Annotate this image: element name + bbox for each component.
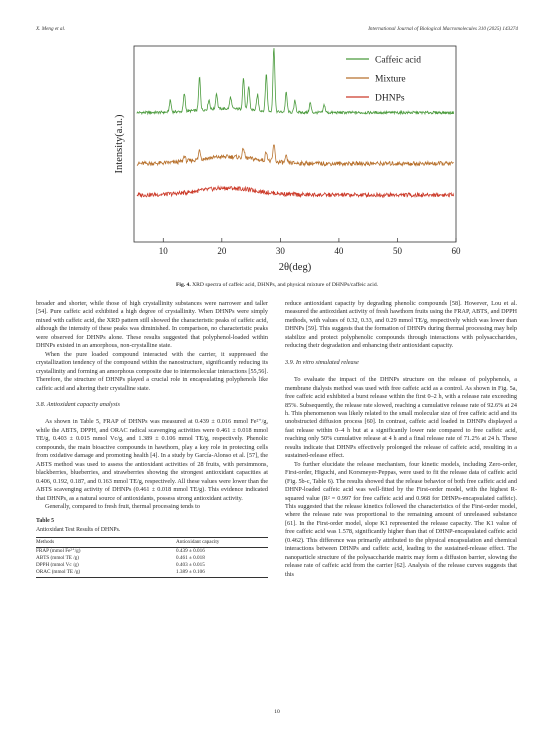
figure-caption-text: XRD spectra of caffeic acid, DHNPs, and physical mixture of DHNPs/caffeic acid. — [192, 282, 379, 288]
figure-caption-label: Fig. 4. — [175, 282, 191, 288]
table-cell: ABTS (mmol TE /g) — [36, 555, 79, 562]
figure-caption — [36, 282, 518, 288]
xrd-figure — [84, 42, 462, 280]
table-5 — [36, 517, 268, 578]
y-axis-label: Intensity(a.u.) — [114, 114, 125, 174]
section-heading-3-9: 3.9. In vitro simulated release — [285, 359, 359, 367]
x-tick-label: 20 — [217, 246, 227, 256]
table-cell: 1.389 ± 0.106 — [176, 569, 268, 578]
table-row — [36, 569, 268, 578]
table-cell: ORAC (mmol TE /g) — [36, 569, 176, 578]
x-tick-label: 60 — [451, 246, 461, 256]
table-cell: 0.403 ± 0.015 — [176, 562, 205, 569]
paragraph: To evaluate the impact of the DHNPs structure on the release of polyphenols, a membrane dialysis method was used with free caffeic acid as a control. As shown in Fig. 5a, free caffeic acid exhibited a burst release within the first 0–2 h, with a release rate exceeding 85%. Subsequently, the release rate slowed, reaching a cumulative release rate of 92.6% at 24 h. This phenomenon was likely related to the small molecular size of free caffeic acid and its unobstructed diffusion process [60]. In contrast, caffeic acid loaded in DHNPs displayed a fast release within 0–4 h but at a significantly lower rate compared to free caffeic acid, reaching only 50% cumulative release at 4 h and a final release rate of 71.2% at 24 h. These results indicate that DHNPs effectively prolonged the release of caffeic acid, resulting in a sustained-release effect. — [285, 376, 517, 460]
legend-label: Mixture — [375, 74, 406, 85]
table-cell: FRAP (mmol Fe²⁺/g) — [36, 548, 81, 555]
series-line-dhnps — [137, 186, 454, 197]
table-label: Table 5 — [36, 518, 54, 525]
table-header: Methods — [36, 538, 176, 548]
page-number: 10 — [274, 709, 280, 715]
paragraph: reduce antioxidant capacity by degrading phenolic compounds [58]. However, Lou et al. measured the antioxidant activity of fresh hawthorn fruits using the FRAP, ABTS, and DPPH methods, with values of 0.32, 0.33, and 0.29 mmol TE/g, respectively which was lower than DHNPs [59]. This suggests that the formation of DHNPs during thermal processing may help stabilize and protect polyphenolic compounds through interactions with polysaccharides, reducing their degradation and enhancing their antioxidant capacity. — [285, 300, 517, 350]
table-caption: Antioxidant Test Results of DHNPs. — [36, 526, 121, 533]
right-column — [285, 300, 517, 579]
xrd-chart — [84, 42, 462, 280]
plot-frame — [134, 46, 456, 242]
paragraph: broader and shorter, while those of high crystallinity substances were narrower and taller [54]. Pure caffeic acid exhibited a high degree of crystallinity. When DHNPs were simply mixed with caffeic acid, the XRD pattern still showed the characteristic peaks of caffeic acid, although the intensity of these peaks was diminished. In comparison, no characteristic peaks were observed for DHNPs alone. These results suggested that polyphenol-loaded within DHNPs existed in an amorphous, non-crystalline state. — [36, 300, 268, 350]
paragraph: When the pure loaded compound interacted with the carrier, it suppressed the crystallization tendency of the compound within the nanostructure, significantly reducing its crystallinity and forming an amorphous composite due to intermolecular interactions [55,56]. Therefore, the structure of DHNPs played a crucial role in encapsulating polyphenols like caffeic acid and altering their crystalline state. — [36, 350, 268, 392]
paragraph: As shown in Table 5, FRAP of DHNPs was measured at 0.439 ± 0.016 mmol Fe²⁺/g, while the ABTS, DPPH, and ORAC radical scavenging activities were 0.461 ± 0.018 mmol TE/g, 0.403 ± 0.015 mmol Vc/g, and 1.389 ± 0.106 mmol TE/g, respectively. Phenolic compounds, the main bioactive compounds in hawthorn, play a key role in protecting cells from oxidative damage and promoting health [4]. In a study by García-Alonso et al. [57], the ABTS method was used to assess the antioxidant activities of 28 fruits, with persimmons, blackberries, blueberries, and strawberries showing the strongest antioxidant capacities at 0.406, 0.192, 0.187, and 0.163 mmol TE/g, respectively. All these values were lower than the ABTS scavenging activity of DHNPs (0.461 ± 0.018 mmol TE/g). This evidence indicated that DHNPs, as a natural source of antioxidants, possess strong antioxidant activity. — [36, 418, 268, 502]
section-heading-3-8: 3.8. Antioxidant capacity analysis — [36, 401, 120, 409]
legend-label: DHNPs — [375, 93, 405, 104]
paragraph: Generally, compared to fresh fruit, thermal processing tends to — [45, 502, 200, 510]
x-tick-label: 50 — [392, 246, 402, 256]
antioxidant-table — [36, 537, 268, 578]
x-tick-label: 10 — [158, 246, 168, 256]
header-authors: X. Meng et al. — [36, 26, 66, 32]
x-tick-label: 30 — [275, 246, 285, 256]
left-column — [36, 300, 268, 578]
x-axis-label: 2θ(deg) — [278, 262, 312, 273]
paragraph: To further elucidate the release mechanism, four kinetic models, including Zero-order, First-order, Higuchi, and Korsmeyer-Peppas, were used to fit the release data of caffeic acid (Fig. 5b-c, Table 6). The results showed that the release behavior of both free caffeic acid and DHNP-loaded caffeic acid was well-fitted by the First-order model, with the highest R-squared value (R² = 0.997 for free caffeic acid and 0.968 for DHNPs-encapsulated caffeic). This suggested that the release kinetics followed the characteristics of the First-order model, where the release rate was proportional to the remaining amount of unreleased substance [61]. In the First-order model, slope K1 represented the release capacity. The K1 value of free caffeic acid was 1.578, significantly higher than that of DHNP-encapsulated caffeic acid (0.462). This difference was primarily attributed to the physical encapsulation and chemical interactions between DHNPs and caffeic acid, leading to the sustained-release effect. The nanoparticle structure of the polysaccharide matrix may form a diffusion barrier, slowing the release rate of caffeic acid from the carrier [62]. Analysis of the release curves suggests that this — [285, 460, 517, 578]
running-header — [36, 26, 518, 36]
table-cell: 0.439 ± 0.016 — [176, 548, 205, 555]
table-cell: 0.461 ± 0.018 — [176, 555, 205, 562]
table-cell: DPPH (mmol Vc /g) — [36, 562, 79, 569]
header-journal: International Journal of Biological Macromolecules 310 (2025) 143274 — [368, 26, 518, 32]
series-line-mixture — [137, 145, 454, 166]
table-header: Antioxidant capacity — [176, 538, 268, 548]
legend-label: Caffeic acid — [375, 55, 421, 66]
x-tick-label: 40 — [334, 246, 344, 256]
